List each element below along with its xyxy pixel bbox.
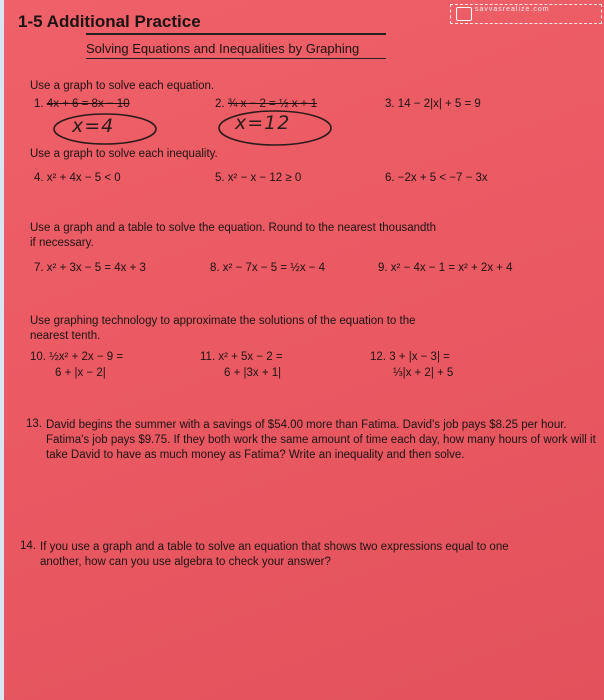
section4-instruction-line1: Use graphing technology to approximate the solutions of the equation to the	[30, 315, 416, 327]
problem-13-text: David begins the summer with a savings of $54.00 more than Fatima. David's job pays $8.25 per hour. Fatima's job pays $9.75. If they both work the same amount of time each day, how many hours of work will it take David to have as much money as Fatima? Write an inequality and then solve.	[46, 419, 596, 461]
problem-number: 1.	[34, 98, 44, 110]
handwritten-answer-1: x=4	[72, 115, 115, 137]
problem-3	[385, 98, 481, 110]
problem-number: 6.	[385, 172, 395, 184]
problem-text: x² + 4x − 5 < 0	[46, 172, 121, 184]
problem-number: 5.	[215, 172, 225, 184]
problem-4	[34, 172, 121, 184]
problem-number: 7.	[34, 262, 44, 274]
problem-14-number: 14.	[20, 540, 36, 552]
problem-text: x² − 7x − 5 = ½x − 4	[222, 262, 326, 274]
problem-6	[385, 172, 488, 184]
problem-text: ¾ x − 2 = ½ x + 1	[227, 98, 317, 110]
subtitle-divider	[86, 58, 386, 59]
problem-11-line2: 6 + |3x + 1|	[224, 367, 282, 379]
page-title: 1-5 Additional Practice	[18, 12, 201, 31]
brand-logo-icon	[456, 7, 472, 21]
problem-text: −2x + 5 < −7 − 3x	[397, 172, 488, 184]
problem-8	[210, 262, 325, 274]
problem-9	[378, 262, 513, 274]
section3-instruction-line1: Use a graph and a table to solve the equation. Round to the nearest thousandth	[30, 222, 436, 234]
section1-instruction: Use a graph to solve each equation.	[30, 80, 215, 92]
problem-text-line1: x² + 5x − 2 =	[218, 351, 283, 363]
problem-10-line2: 6 + |x − 2|	[55, 367, 106, 379]
problem-number: 8.	[210, 262, 220, 274]
problem-1	[34, 98, 130, 110]
problem-number: 2.	[215, 98, 225, 110]
problem-number: 9.	[378, 262, 388, 274]
brand-text: savvasrealize.com	[475, 6, 550, 13]
problem-14-text: If you use a graph and a table to solve an equation that shows two expressions equal to one another, how can you use algebra to check your answer?	[40, 541, 509, 568]
problem-number: 10.	[30, 351, 46, 363]
problem-text: x² + 3x − 5 = 4x + 3	[46, 262, 146, 274]
problem-number: 11.	[200, 351, 216, 363]
problem-12-line2: ⅓|x + 2| + 5	[393, 367, 454, 379]
page-subtitle: Solving Equations and Inequalities by Graphing	[86, 41, 360, 56]
section2-instruction: Use a graph to solve each inequality.	[30, 148, 218, 160]
problem-10	[30, 351, 123, 363]
problem-text: 4x + 6 = 8x − 10	[46, 98, 130, 110]
problem-5	[215, 172, 301, 184]
problem-number: 3.	[385, 98, 395, 110]
handwritten-answer-2: x=12	[235, 112, 291, 134]
problem-text: 14 − 2|x| + 5 = 9	[397, 98, 481, 110]
problem-text-line1: ½x² + 2x − 9 =	[49, 351, 124, 363]
section3-instruction-line2: if necessary.	[30, 237, 94, 249]
problem-12	[370, 351, 450, 363]
section4-instruction-line2: nearest tenth.	[30, 330, 101, 342]
problem-11	[200, 351, 283, 363]
problem-7	[34, 262, 146, 274]
problem-text: x² − 4x − 1 = x² + 2x + 4	[390, 262, 513, 274]
problem-13-number: 13.	[26, 418, 42, 430]
problem-number: 4.	[34, 172, 44, 184]
title-divider	[86, 33, 386, 35]
problem-text: x² − x − 12 ≥ 0	[227, 172, 302, 184]
problem-text-line1: 3 + |x − 3| =	[389, 351, 450, 363]
page-edge	[0, 0, 4, 700]
problem-number: 12.	[370, 351, 386, 363]
